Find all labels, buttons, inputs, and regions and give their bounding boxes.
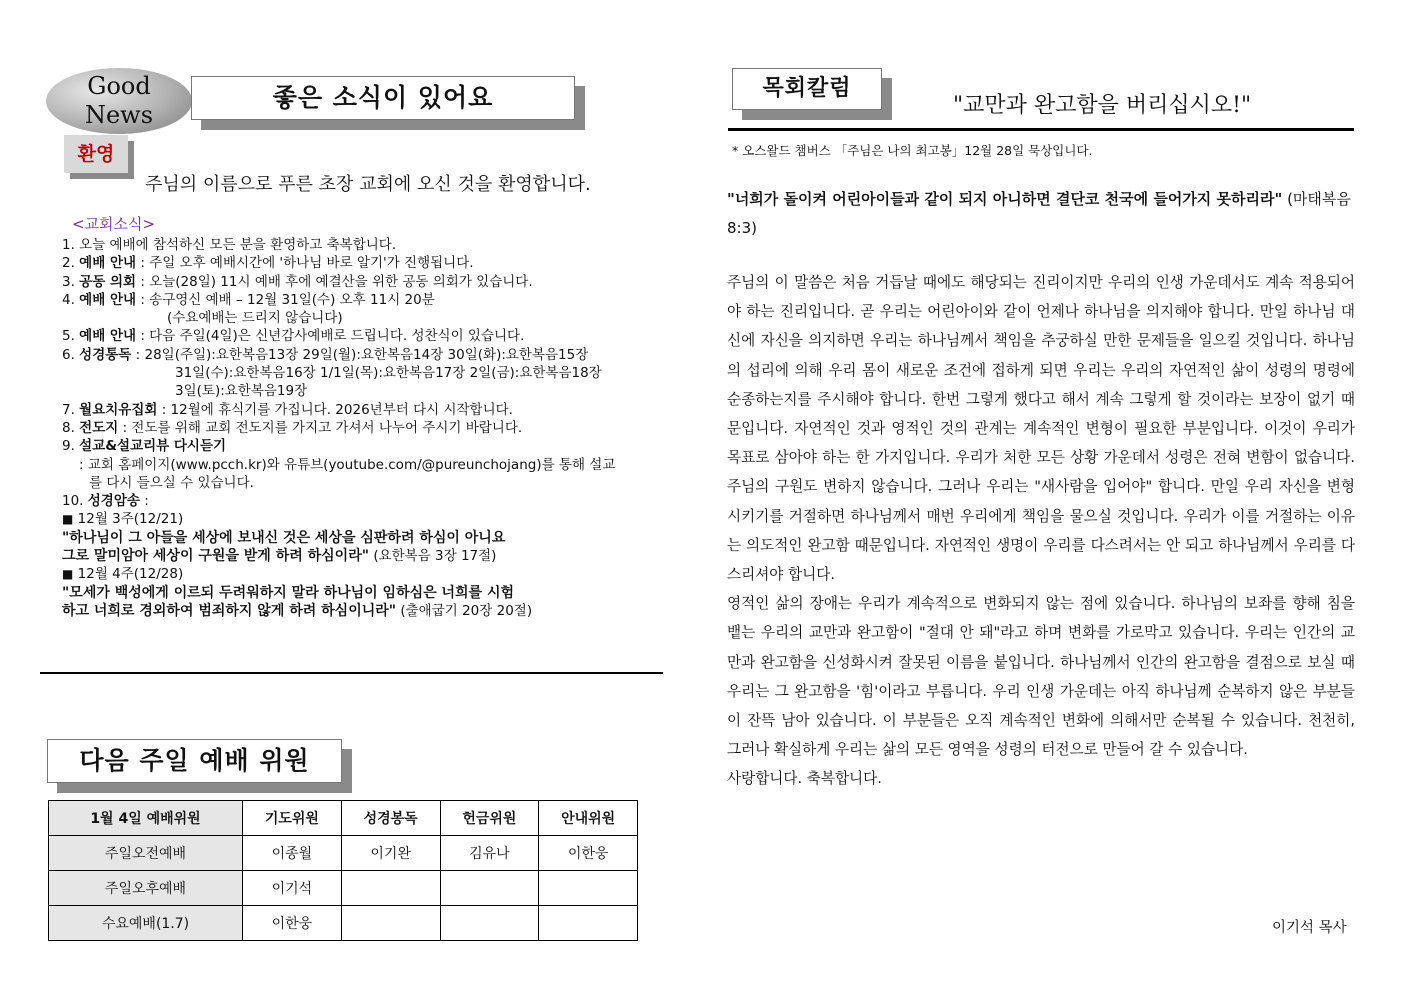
table-header-cell: 헌금위원	[440, 801, 539, 836]
table-header-cell: 성경봉독	[341, 801, 440, 836]
column-scripture: "너희가 돌이켜 어린아이들과 같이 되지 아니하면 결단코 천국에 들어가지 못하리라" (마태복음 8:3)	[727, 190, 1351, 237]
table-cell: 이한웅	[539, 836, 638, 871]
memory-verse-3-line-1: "하나님이 그 아들을 세상에 보내신 것은 세상을 심판하려 하심이 아니요	[62, 529, 506, 546]
news-item-6-line-2: 31일(수):요한복음16장 1/1일(목):요한복음17장 2일(금):요한복음18장	[175, 365, 602, 382]
column-paragraph-3: 사랑합니다. 축복합니다.	[727, 770, 882, 788]
table-cell: 이한웅	[243, 906, 342, 941]
square-bullet-icon: ■	[62, 512, 74, 527]
column-signature: 이기석 목사	[1272, 920, 1347, 936]
table-cell: 수요예배(1.7)	[49, 906, 243, 941]
pastor-column-title: 목회칼럼	[732, 68, 882, 110]
table-cell: 이기완	[341, 836, 440, 871]
table-header-cell: 안내위원	[539, 801, 638, 836]
column-paragraph-2: 영적인 삶의 장애는 우리가 계속적으로 변화되지 않는 점에 있습니다. 하나님의 보좌를 향해 침을 뱉는 우리의 교만과 완고함이 "절대 안 돼"라고 하며 변화를 가로막고 있습니다. 우리는 인간의 교만과 완고함을 신성화시켜 잘못된 이름을 붙입니다. 하나님께서 인간의 완고함을 결점으로 보실 때 우리는 그 완고함을 '힘'이라고 부릅니다. 우리 인생 가운데는 아직 하나님께 순복하지 않은 부분들이 잔뜩 남아 있습니다. 이 부분들은 오직 계속적인 변화에 의해서만 순복될 수 있습니다. 천천히, 그러나 확실하게 우리는 삶의 모든 영역을 성령의 터전으로 만들어 갈 수 있습니다.	[727, 595, 1355, 759]
news-item-3: 3. 공동 의회 : 오늘(28일) 11시 예배 후에 예결산을 위한 공동 의회가 있습니다.	[62, 273, 533, 290]
column-source-note: * 오스왈드 챔버스 「주님은 나의 최고봉」12월 28일 묵상입니다.	[732, 143, 1093, 158]
duty-table	[48, 800, 638, 941]
memory-verse-4-line-2: 하고 너희로 경외하여 범죄하지 않게 하려 하심이니라" (출애굽기 20장 20절)	[62, 602, 533, 619]
table-cell	[341, 871, 440, 906]
memory-verse-4-line-1: "모세가 백성에게 이르되 두려워하지 말라 하나님이 임하심은 너희를 시험	[62, 584, 515, 601]
table-header-cell: 1월 4일 예배위원	[49, 801, 243, 836]
table-row	[49, 906, 638, 941]
news-item-8: 8. 전도지 : 전도를 위해 교회 전도지를 가지고 가셔서 나누어 주시기 바랍니다.	[62, 419, 523, 436]
news-item-2: 2. 예배 안내 : 주일 오후 예배시간에 '하나님 바로 알기'가 진행됩니다.	[62, 255, 474, 272]
news-item-6-line-3: 3일(토):요한복음19장	[175, 383, 308, 400]
table-header-cell: 기도위원	[243, 801, 342, 836]
news-item-5: 5. 예배 안내 : 다음 주일(4일)은 신년감사예배로 드립니다. 성찬식이 있습니다.	[62, 328, 525, 345]
welcome-text: 주님의 이름으로 푸른 초장 교회에 오신 것을 환영합니다.	[145, 174, 591, 195]
news-item-6: 6. 성경통독 : 28일(주일):요한복음13장 29일(월):요한복음14장 30일(화):요한복음15장	[62, 346, 589, 363]
table-cell: 이종월	[243, 836, 342, 871]
good-news-badge	[46, 68, 192, 134]
headline-rule	[728, 128, 1354, 131]
badge-line-1: Good	[87, 72, 151, 100]
next-week-duty-title: 다음 주일 예배 위원	[47, 739, 342, 783]
news-item-9: 9. 설교&설교리뷰 다시듣기	[62, 438, 227, 455]
table-cell: 김유나	[440, 836, 539, 871]
good-news-title: 좋은 소식이 있어요	[191, 76, 575, 120]
news-item-7: 7. 월요치유집회 : 12월에 휴식기를 가집니다. 2026년부터 다시 시작합니다.	[62, 401, 513, 418]
news-item-4: 4. 예배 안내 : 송구영신 예배 – 12월 31일(수) 오후 11시 20분	[62, 291, 435, 308]
square-bullet-icon: ■	[62, 567, 74, 582]
church-news-list	[62, 236, 682, 620]
table-cell: 이기석	[243, 871, 342, 906]
section-divider	[40, 672, 663, 674]
news-item-10: 10. 성경암송 :	[62, 493, 149, 510]
memory-week-3: ■ 12월 3주(12/21)	[62, 511, 184, 528]
table-cell: 주일오후예배	[49, 871, 243, 906]
news-item-9-line-1: : 교회 홈페이지(www.pcch.kr)와 유튜브(youtube.com/@pureunchojang)를 통해 설교	[79, 456, 616, 473]
news-item-9-line-2: 를 다시 들으실 수 있습니다.	[89, 474, 254, 491]
welcome-tag: 환영	[64, 135, 128, 173]
table-cell	[440, 906, 539, 941]
column-body	[727, 268, 1355, 794]
news-item-1: 1. 오늘 예배에 참석하신 모든 분을 환영하고 축복합니다.	[62, 237, 397, 253]
news-item-4-sub: (수요예배는 드리지 않습니다)	[167, 310, 343, 327]
table-cell	[539, 906, 638, 941]
column-paragraph-1: 주님의 이 말씀은 처음 거듭날 때에도 해당되는 진리이지만 우리의 인생 가운데서도 계속 적용되어야 하는 진리입니다. 곧 우리는 어린아이와 같이 언제나 하나님을 의지해야 합니다. 만일 하나님 대신에 자신을 의지하면 우리는 하나님께서 책임을 추궁하실 만한 문제들을 일으킬 것입니다. 하나님의 섭리에 의해 우리 몸이 새로운 조건에 접하게 되면 우리는 우리의 자연적인 삶이 성령의 명령에 순종하는지를 주시해야 합니다. 한번 그렇게 했다고 해서 계속 그렇게 할 것이라는 보장이 없기 때문입니다. 자연적인 것과 영적인 것의 관계는 계속적인 변형이 필요한 부분입니다. 이것이 우리가 목표로 삼아야 하는 한 가지입니다. 우리가 처한 모든 상황 가운데서 성령은 전혀 변함이 없습니다. 주님의 구원도 변하지 않습니다. 그러나 우리는 "새사람을 입어야" 합니다. 만일 우리 자신을 변형시키기를 거절하면 하나님께서 매번 우리에게 책임을 물으실 것입니다. 우리가 이를 거절하는 이유는 의도적인 완고함 때문입니다. 자연적인 생명이 우리를 다스려서는 안 되고 하나님께서 우리를 다스리셔야 합니다.	[727, 274, 1355, 584]
memory-verse-3-line-2: 그로 말미암아 세상이 구원을 받게 하려 하심이라" (요한복음 3장 17절)	[62, 548, 497, 565]
table-cell	[440, 871, 539, 906]
badge-line-2: News	[84, 101, 154, 129]
church-news-heading: <교회소식>	[72, 215, 156, 233]
table-header-row	[49, 801, 638, 836]
memory-week-4: ■ 12월 4주(12/28)	[62, 566, 184, 583]
column-headline: "교만과 완고함을 버리십시오!"	[953, 93, 1252, 118]
table-row	[49, 836, 638, 871]
table-cell	[341, 906, 440, 941]
table-cell	[539, 871, 638, 906]
table-cell: 주일오전예배	[49, 836, 243, 871]
table-row	[49, 871, 638, 906]
